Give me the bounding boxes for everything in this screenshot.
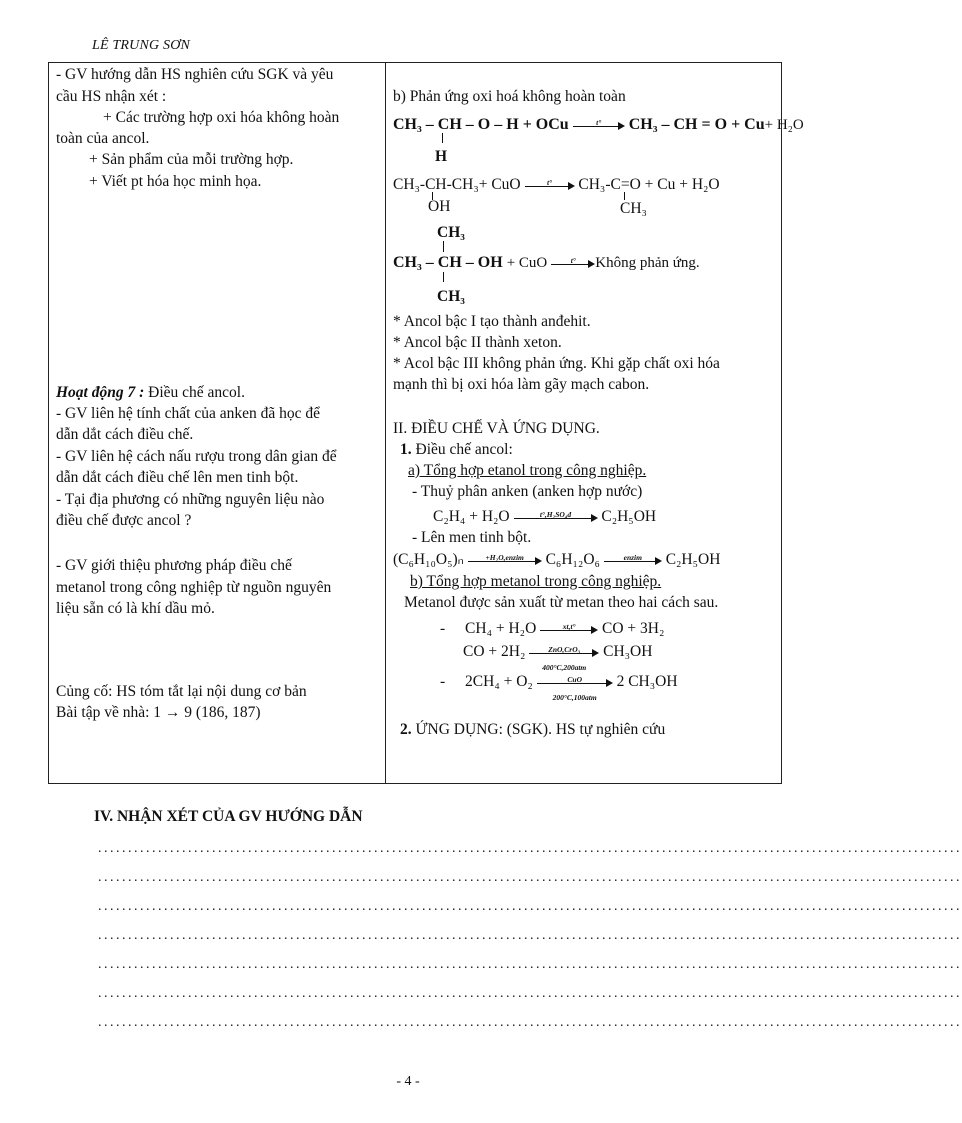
- eq8-product: 2 CH₃OH: [616, 673, 678, 690]
- subsection-a-heading: a) Tổng hợp etanol trong công nghiệp.: [408, 462, 647, 479]
- section-b-heading: b) Phản ứng oxi hoá không hoàn toàn: [393, 88, 626, 105]
- eq2-condition: t°: [546, 178, 553, 188]
- method-line: Metanol được sản xuất từ metan theo hai cách sau.: [404, 594, 719, 611]
- eq5-starch: (C₆H₁₀O₅)ₙ: [393, 551, 464, 568]
- eq6-products: CO + 3H₂: [602, 620, 665, 637]
- eq3-methyl-bottom: CH₃: [437, 288, 465, 305]
- activity-title: Điều chế ancol.: [148, 384, 245, 401]
- eq1-condition: t°: [596, 118, 602, 128]
- reaction-arrow-icon: [551, 256, 595, 270]
- dotted-line: ................................................................................................................................................: [98, 870, 962, 885]
- equation-1: [393, 114, 804, 136]
- eq5-condition-1: +H₂O,enzim: [485, 553, 524, 563]
- eq1-reactants: CH₃ – CH – O – H + OCu: [393, 116, 569, 133]
- subsection-title: Điều chế ancol:: [415, 441, 513, 458]
- reaction-arrow-icon: [514, 510, 598, 524]
- eq4-product: C₂H₅OH: [601, 508, 657, 525]
- author-header: LÊ TRUNG SƠN: [92, 38, 191, 53]
- eq4-reactants: C₂H₄ + H₂O: [433, 508, 510, 525]
- reaction-arrow-icon: [468, 553, 542, 567]
- note-line: * Ancol bậc I tạo thành anđehit.: [393, 313, 591, 330]
- equation-5: [393, 549, 720, 570]
- eq1-tail: + H₂O: [764, 117, 804, 133]
- eq2-products: CH₃-C=O + Cu + H₂O: [578, 176, 720, 193]
- bond-line: [443, 241, 444, 252]
- equation-3: [393, 252, 700, 274]
- eq3-condition: t°: [570, 256, 576, 266]
- eq3-methyl-top: CH₃: [437, 224, 465, 241]
- reaction-arrow-icon: [604, 553, 662, 567]
- eq3-reagent: + CuO: [506, 255, 548, 271]
- eq6-condition: xt,t°: [562, 622, 576, 632]
- eq2-methyl: CH₃: [620, 200, 647, 217]
- eq2-reactants: CH₃-CH-CH₃+ CuO: [393, 176, 521, 193]
- left-text-line: toàn của ancol.: [56, 130, 150, 147]
- method-line: - Lên men tinh bột.: [412, 529, 532, 546]
- eq4-condition: t°,H₂SO₄đ: [539, 510, 572, 520]
- left-text-line: - GV liên hệ tính chất của anken đã học để: [56, 405, 320, 422]
- left-text-line: + Các trường hợp oxi hóa không hoàn: [103, 109, 340, 126]
- page-number: - 4 -: [396, 1074, 420, 1089]
- eq5-glucose: C₆H₁₂O₆: [545, 551, 600, 568]
- note-line: mạnh thì bị oxi hóa làm gãy mạch cabon.: [393, 376, 650, 393]
- application-line: [400, 719, 665, 740]
- left-text-line: metanol trong công nghiệp từ nguồn nguyên: [56, 579, 332, 596]
- left-text-line: dẫn dắt cách điều chế lên men tinh bột.: [56, 469, 299, 486]
- subsection-b-heading: b) Tổng hợp metanol trong công nghiệp.: [410, 573, 662, 590]
- activity-label: Hoạt động 7 :: [56, 384, 145, 401]
- eq7-condition-top: ZnO,CrO₃: [548, 645, 581, 655]
- left-text-line: liệu sẵn có là khí dầu mỏ.: [56, 600, 215, 617]
- eq7-condition-bottom: 400°C,200atm: [542, 663, 587, 673]
- homework-text: Bài tập về nhà: 1: [56, 704, 162, 721]
- reaction-arrow-icon: [537, 675, 613, 703]
- left-text-line: cầu HS nhận xét :: [56, 88, 167, 105]
- section-2-heading: II. ĐIỀU CHẾ VÀ ỨNG DỤNG.: [393, 420, 600, 437]
- reaction-arrow-icon: [525, 178, 575, 192]
- method-line: - Thuỷ phân anken (anken hợp nước): [412, 483, 643, 500]
- note-line: * Ancol bậc II thành xeton.: [393, 334, 562, 351]
- eq8-condition-bottom: 200°C,100atm: [552, 693, 597, 703]
- eq5-condition-2: enzim: [623, 553, 642, 563]
- table-column-divider: [385, 62, 386, 784]
- eq3-result: Không phản ứng.: [595, 255, 700, 271]
- bond-line: [442, 133, 443, 143]
- dotted-line: ................................................................................................................................................: [98, 957, 962, 972]
- bullet-dash: -: [440, 620, 446, 637]
- left-text-line: Củng cố: HS tóm tắt lại nội dung cơ bản: [56, 683, 307, 700]
- homework-line: [56, 702, 260, 723]
- homework-range: 9 (186, 187): [184, 704, 261, 721]
- eq6-reactants: CH₄ + H₂O: [465, 620, 537, 637]
- note-line: * Acol bậc III không phản ứng. Khi gặp chất oxi hóa: [393, 355, 720, 372]
- equation-2: [393, 174, 720, 195]
- bond-line: [443, 272, 444, 282]
- eq5-ethanol: C₂H₅OH: [665, 551, 721, 568]
- dotted-line: ................................................................................................................................................: [98, 841, 962, 856]
- eq2-hydroxyl: OH: [428, 198, 451, 215]
- eq7-product: CH₃OH: [603, 643, 653, 660]
- arrow-icon: →: [164, 704, 181, 721]
- left-text-line: dẫn dắt cách điều chế.: [56, 426, 194, 443]
- left-text-line: điều chế được ancol ?: [56, 512, 192, 529]
- eq3-reactant: CH₃ – CH – OH: [393, 254, 503, 271]
- eq8-condition-top: CuO: [567, 675, 582, 685]
- equation-6: [440, 618, 664, 639]
- equation-8: [440, 671, 678, 703]
- left-text-line: - GV hướng dẫn HS nghiên cứu SGK và yêu: [56, 66, 334, 83]
- application-text: ỨNG DỤNG: (SGK). HS tự nghiên cứu: [415, 721, 666, 738]
- application-number: 2.: [400, 721, 412, 738]
- eq1-hydrogen: H: [435, 148, 448, 165]
- subsection-1-heading: [400, 439, 513, 460]
- eq7-reactants: CO + 2H₂: [463, 643, 526, 660]
- eq1-products: CH₃ – CH = O + Cu: [628, 116, 765, 133]
- bullet-dash: -: [440, 673, 446, 690]
- equation-4: [433, 506, 656, 527]
- dotted-line: ................................................................................................................................................: [98, 1015, 962, 1030]
- subsection-number: 1.: [400, 441, 412, 458]
- activity-heading: [56, 382, 245, 403]
- reaction-arrow-icon: [529, 645, 599, 673]
- left-text-line: - GV liên hệ cách nấu rượu trong dân gian để: [56, 448, 337, 465]
- left-text-line: - Tại địa phương có những nguyên liệu nào: [56, 491, 325, 508]
- left-text-line: + Sản phẩm của mỗi trường hợp.: [89, 151, 294, 168]
- review-heading: IV. NHẬN XÉT CỦA GV HƯỚNG DẪN: [94, 808, 363, 825]
- dotted-line: ................................................................................................................................................: [98, 986, 962, 1001]
- left-text-line: - GV giới thiệu phương pháp điều chế: [56, 557, 292, 574]
- eq8-reactants: 2CH₄ + O₂: [465, 673, 533, 690]
- reaction-arrow-icon: [540, 622, 598, 636]
- left-text-line: + Viết pt hóa học minh họa.: [89, 173, 262, 190]
- reaction-arrow-icon: [573, 118, 625, 132]
- dotted-line: ................................................................................................................................................: [98, 899, 962, 914]
- dotted-line: ................................................................................................................................................: [98, 928, 962, 943]
- equation-7: [463, 641, 653, 673]
